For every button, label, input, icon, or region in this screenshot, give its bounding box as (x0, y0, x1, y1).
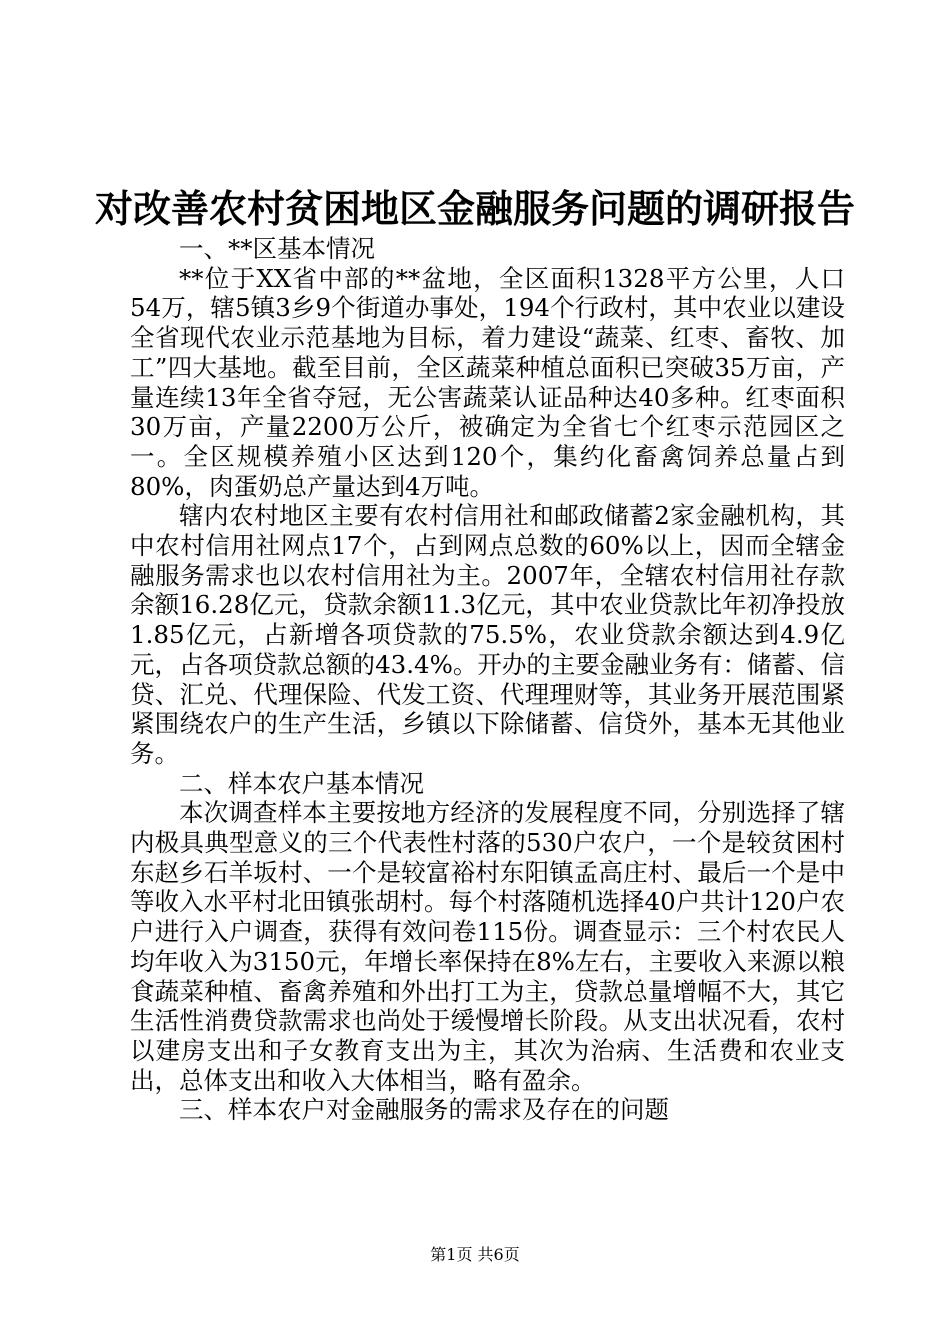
paragraph-sample-households: 本次调查样本主要按地方经济的发展程度不同，分别选择了辖内极具典型意义的三个代表性村落的530户农户，一个是较贫困村东赵乡石羊坂村、一个是较富裕村东阳镇孟高庄村、最后一个是中等收入水平村北田镇张胡村。每个村落随机选择40户共计120户农户进行入户调查，获得有效问卷115份。调查显示：三个村农民人均年收入为3150元，年增长率保持在8%左右，主要收入来源以粮食蔬菜种植、畜禽养殖和外出打工为主，贷款总量增幅不大，其它生活性消费贷款需求也尚处于缓慢增长阶段。从支出状况看，农村以建房支出和子女教育支出为主，其次为治病、生活费和农业支出，总体支出和收入大体相当，略有盈余。 (130, 798, 845, 1095)
section-heading-1: 一、**区基本情况 (179, 234, 375, 263)
page-number-footer: 第1页 共6页 (430, 1245, 520, 1264)
paragraph-region-overview: **位于XX省中部的**盆地，全区面积1328平方公里，人口54万，辖5镇3乡9个街道办事处，194个行政村，其中农业以建设全省现代农业示范基地为目标，着力建设“蔬菜、红枣、畜牧、加工”四大基地。截至目前，全区蔬菜种植总面积已突破35万亩，产量连续13年全省夺冠，无公害蔬菜认证品种达40多种。红枣面积30万亩，产量2200万公斤，被确定为全省七个红枣示范园区之一。全区规模养殖小区达到120个，集约化畜禽饲养总量占到80%，肉蛋奶总产量达到4万吨。 (130, 263, 845, 501)
document-body (130, 234, 845, 1125)
section-heading-2: 二、样本农户基本情况 (179, 768, 424, 798)
section-heading-3: 三、样本农户对金融服务的需求及存在的问题 (179, 1095, 669, 1125)
paragraph-financial-institutions: 辖内农村地区主要有农村信用社和邮政储蓄2家金融机构，其中农村信用社网点17个，占到网点总数的60%以上，因而全辖金融服务需求也以农村信用社为主。2007年，全辖农村信用社存款余额16.28亿元，贷款余额11.3亿元，其中农业贷款比年初净投放1.85亿元，占新增各项贷款的75.5%，农业贷款余额达到4.9亿元，占各项贷款总额的43.4%。开办的主要金融业务有：储蓄、信贷、汇兑、代理保险、代发工资、代理理财等，其业务开展范围紧紧围绕农户的生产生活，乡镇以下除储蓄、信贷外，基本无其他业务。 (130, 501, 845, 768)
document-title: 对改善农村贫困地区金融服务问题的调研报告 (94, 186, 855, 231)
